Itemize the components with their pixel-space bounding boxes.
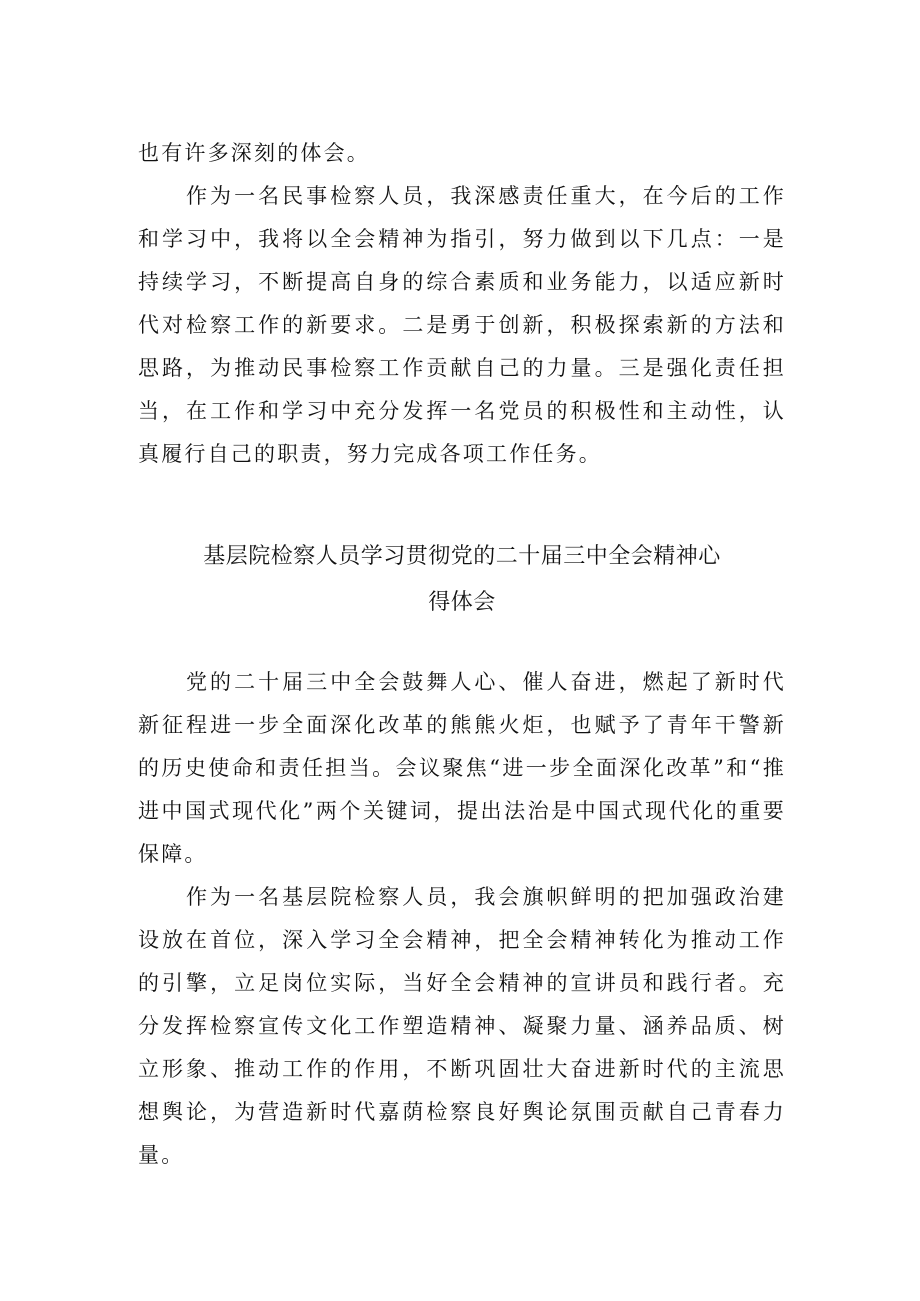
article-title [138, 534, 786, 626]
body-paragraph: 党的二十届三中全会鼓舞人心、催人奋进，燃起了新时代新征程进一步全面深化改革的熊熊火炬，也赋予了青年干警新的历史使命和责任担当。会议聚焦“进一步全面深化改革”和“推进中国式现代化”两个关键词，提出法治是中国式现代化的重要保障。 [138, 670, 786, 866]
body-paragraph: 作为一名基层院检察人员，我会旗帜鲜明的把加强政治建设放在首位，深入学习全会精神，把全会精神转化为推动工作的引擎，立足岗位实际，当好全会精神的宣讲员和践行者。充分发挥检察宣传文化工作塑造精神、凝聚力量、涵养品质、树立形象、推动工作的作用，不断巩固壮大奋进新时代的主流思想舆论，为营造新时代嘉荫检察良好舆论氛围贡献自己青春力量。 [138, 885, 786, 1167]
body-paragraph: 作为一名民事检察人员，我深感责任重大，在今后的工作和学习中，我将以全会精神为指引，努力做到以下几点：一是持续学习，不断提高自身的综合素质和业务能力，以适应新时代对检察工作的新要求。二是勇于创新，积极探索新的方法和思路，为推动民事检察工作贡献自己的力量。三是强化责任担当，在工作和学习中充分发挥一名党员的积极性和主动性，认真履行自己的职责，努力完成各项工作任务。 [138, 184, 786, 466]
section-article-body [138, 661, 786, 1177]
section-previous-article [138, 132, 786, 476]
continuation-paragraph: 也有许多深刻的体会。 [138, 141, 370, 165]
article-title-line-2: 得体会 [428, 590, 496, 615]
article-title-line-1: 基层院检察人员学习贯彻党的二十届三中全会精神心 [203, 544, 721, 569]
